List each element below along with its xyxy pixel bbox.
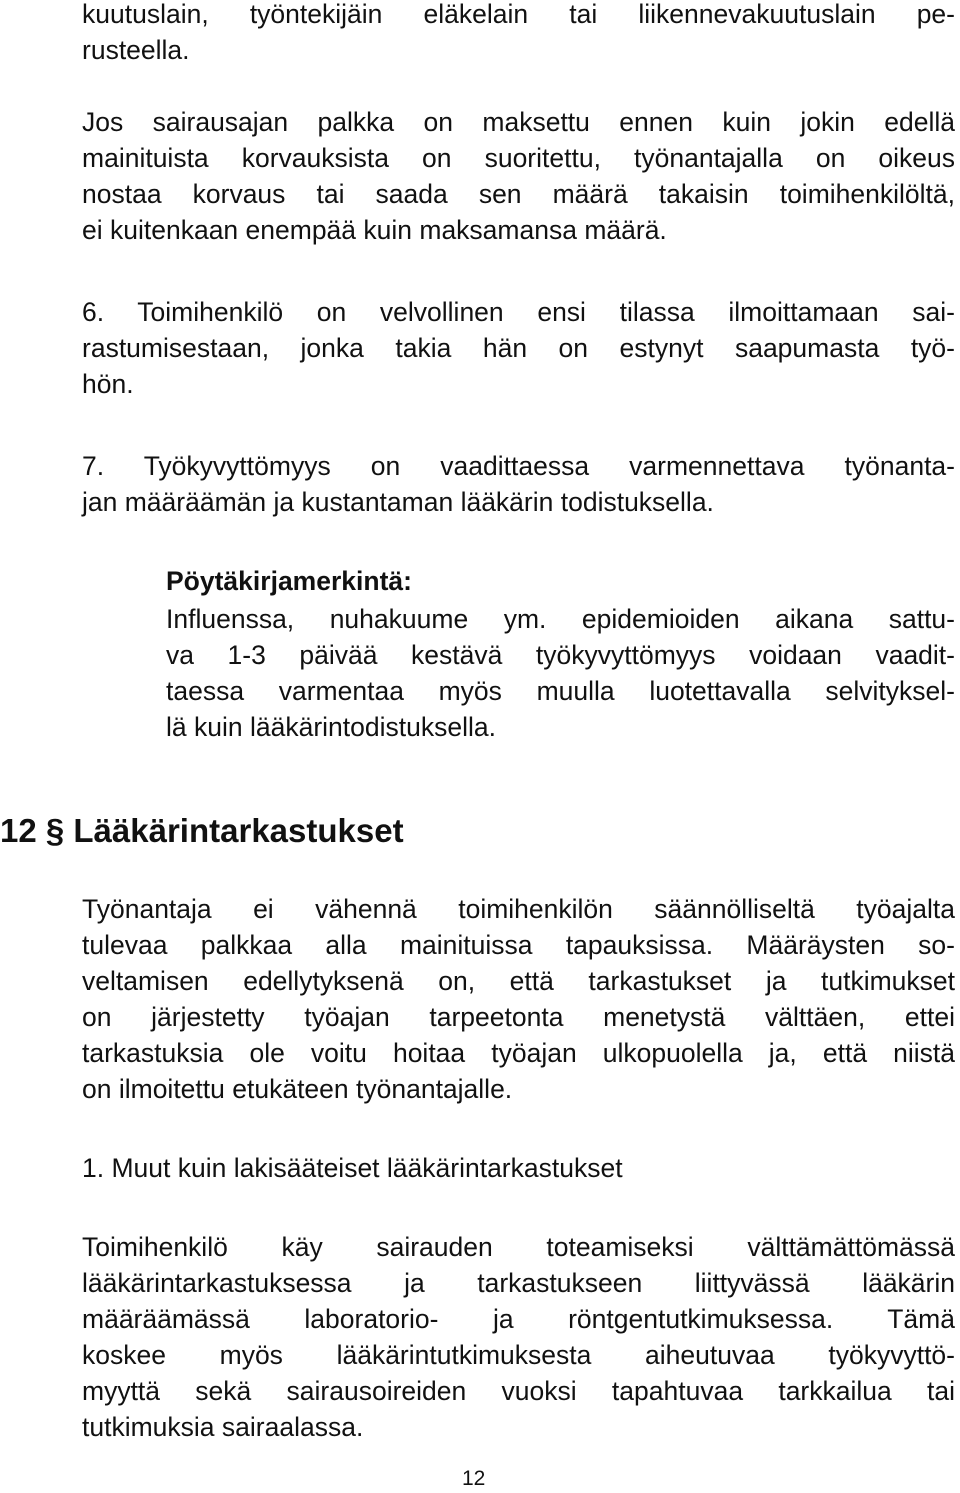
section-12-intro-line: tulevaa palkkaa alla mainituissa tapauksissa. Määräysten so- xyxy=(82,930,955,960)
item-6-line: 6. Toimihenkilö on velvollinen ensi tilassa ilmoittamaan sai- xyxy=(82,297,955,327)
refund-paragraph-line: nostaa korvaus tai saada sen määrä takaisin toimihenkilöltä, xyxy=(82,179,955,209)
intro-tail-line: kuutuslain, työntekijäin eläkelain tai liikennevakuutuslain pe- xyxy=(82,0,955,29)
section-12-intro-line: tarkastuksia ole voitu hoitaa työajan ulkopuolella ja, että niistä xyxy=(82,1038,955,1068)
protocol-note-line: taessa varmentaa myös muulla luotettavalla selvityksel- xyxy=(166,676,955,706)
item-6-line: rastumisestaan, jonka takia hän on estynyt saapumasta työ- xyxy=(82,333,955,363)
item-6-line: hön. xyxy=(82,369,134,399)
protocol-note-line: lä kuin lääkärintodistuksella. xyxy=(166,712,496,742)
section-12-intro-line: veltamisen edellytyksenä on, että tarkastukset ja tutkimukset xyxy=(82,966,955,996)
section-12-body-line: lääkärintarkastuksessa ja tarkastukseen liittyvässä lääkärin xyxy=(82,1268,955,1298)
refund-paragraph-line: mainituista korvauksista on suoritettu, työnantajalla on oikeus xyxy=(82,143,955,173)
section-12-body-line: myyttä sekä sairausoireiden vuoksi tapahtuvaa tarkkailua tai xyxy=(82,1376,955,1406)
section-12-heading: 12 § Lääkärintarkastukset xyxy=(0,812,404,849)
section-12-subheading: 1. Muut kuin lakisääteiset lääkärintarkastukset xyxy=(82,1153,623,1183)
protocol-note-line: Influenssa, nuhakuume ym. epidemioiden aikana sattu- xyxy=(166,604,955,634)
protocol-note-line: va 1-3 päivää kestävä työkyvyttömyys voidaan vaadit- xyxy=(166,640,955,670)
section-12-body-line: tutkimuksia sairaalassa. xyxy=(82,1412,364,1442)
item-7-line: 7. Työkyvyttömyys on vaadittaessa varmennettava työnanta- xyxy=(82,451,955,481)
protocol-note-title: Pöytäkirjamerkintä: xyxy=(166,566,412,596)
page-number: 12 xyxy=(462,1467,486,1490)
section-12-intro-line: on järjestetty työajan tarpeetonta menetystä välttäen, ettei xyxy=(82,1002,955,1032)
section-12-body-line: määräämässä laboratorio- ja röntgentutkimuksessa. Tämä xyxy=(82,1304,955,1334)
refund-paragraph-line: Jos sairausajan palkka on maksettu ennen kuin jokin edellä xyxy=(82,107,955,137)
section-12-body-line: koskee myös lääkärintutkimuksesta aiheutuvaa työkyvyttö- xyxy=(82,1340,955,1370)
intro-tail-line: rusteella. xyxy=(82,35,190,65)
item-7-line: jan määräämän ja kustantaman lääkärin todistuksella. xyxy=(82,487,714,517)
refund-paragraph-line: ei kuitenkaan enempää kuin maksamansa määrä. xyxy=(82,215,667,245)
section-12-intro-line: on ilmoitettu etukäteen työnantajalle. xyxy=(82,1074,513,1104)
section-12-body-line: Toimihenkilö käy sairauden toteamiseksi välttämättömässä xyxy=(82,1232,955,1262)
section-12-intro-line: Työnantaja ei vähennä toimihenkilön säännölliseltä työajalta xyxy=(82,894,955,924)
